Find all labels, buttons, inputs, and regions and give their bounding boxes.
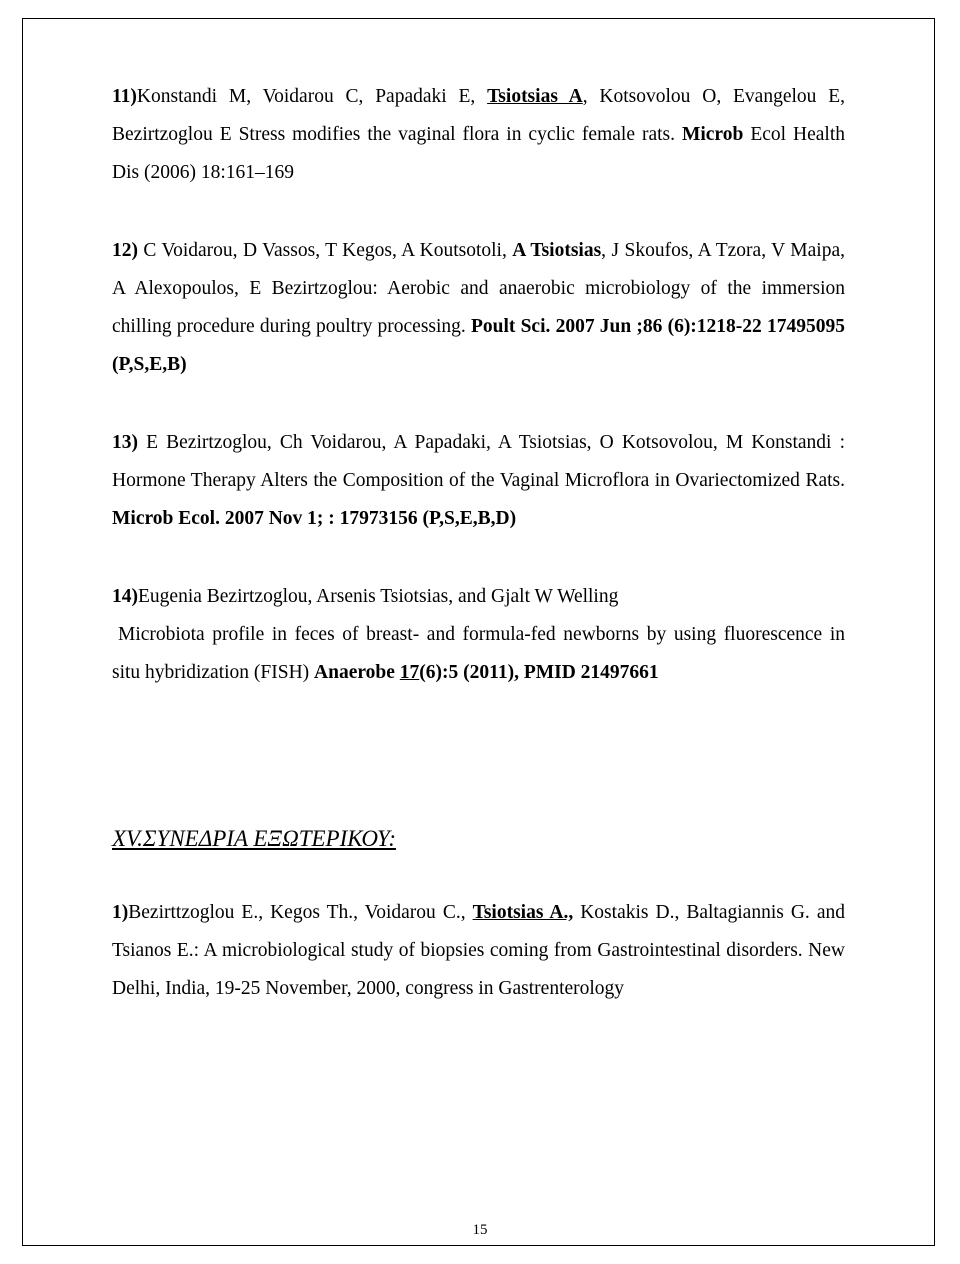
reference-12 (112, 232, 845, 384)
reference-11 (112, 78, 845, 192)
ref-journal: Anaerobe (314, 662, 395, 683)
document-body (112, 78, 845, 1008)
page-number: 15 (472, 1222, 488, 1238)
ref-number: 14) (112, 586, 138, 607)
conf-text: Kostakis D., Baltagiannis G. and Tsianos E.: A microbiological study of biopsies coming from Gastrointestinal disorders. New Delhi, India, 19-25 November, 2000, congress in Gastrenterology (112, 902, 845, 999)
ref-authors: Konstandi M, Voidarou C, Papadaki E, (136, 86, 488, 107)
ref-number: 11) (112, 86, 137, 107)
ref-journal: Microb (681, 124, 744, 145)
reference-14 (112, 578, 845, 692)
conference-1 (112, 894, 845, 1008)
section-title: XV.ΣΥΝΕΔΡΙΑ ΕΞΩΤΕΡΙΚΟΥ: (112, 826, 396, 851)
ref-authors: C Voidarou, D Vassos, T Kegos, A Koutsotoli, (138, 240, 513, 261)
ref-text: E Bezirtzoglou, Ch Voidarou, A Papadaki, A Tsiotsias, O Kotsovolou, M Konstandi : Hormone Therapy Alters the Composition of the Vaginal Microflora in Ovariectomized Rats. (112, 432, 845, 491)
ref-number: 13) (112, 432, 138, 453)
ref-highlight-author: A Tsiotsias (512, 240, 602, 261)
ref-text: , J Skoufos, A Tzora, V Maipa, A Alexopoulos, E Bezirtzoglou: Aerobic and anaerobic microbiology of the immersion chilling procedure during poultry processing. (112, 240, 845, 337)
ref-text: Microbiota profile in feces of breast- and formula-fed newborns by using fluorescence in situ hybridization (FISH) (112, 624, 845, 683)
conf-authors: Bezirttzoglou E., Kegos Th., Voidarou C., (128, 902, 473, 923)
ref-journal: Microb Ecol. (112, 508, 220, 529)
conf-highlight-author: Tsiotsias A., (472, 902, 574, 923)
ref-journal: Poult Sci. (470, 316, 551, 337)
ref-authors: Eugenia Bezirtzoglou, Arsenis Tsiotsias, and Gjalt W Welling (138, 586, 619, 607)
ref-tail: 2007 Jun ;86 (6):1218-22 17495095 (P,S,E,B) (112, 316, 845, 375)
conf-number: 1) (112, 902, 129, 923)
ref-volume: 17 (399, 662, 420, 683)
ref-number: 12) (112, 240, 138, 261)
ref-tail: Ecol Health Dis (2006) 18:161–169 (112, 124, 845, 183)
ref-highlight-author: Tsiotsias A (487, 86, 583, 107)
ref-tail: 2007 Nov 1; : 17973156 (P,S,E,B,D) (219, 508, 517, 529)
ref-text: , Kotsovolou O, Evangelou E, Bezirtzoglou E Stress modifies the vaginal flora in cyclic female rats. (112, 86, 845, 145)
reference-13 (112, 424, 845, 538)
ref-tail: (6):5 (2011), PMID 21497661 (419, 662, 659, 683)
